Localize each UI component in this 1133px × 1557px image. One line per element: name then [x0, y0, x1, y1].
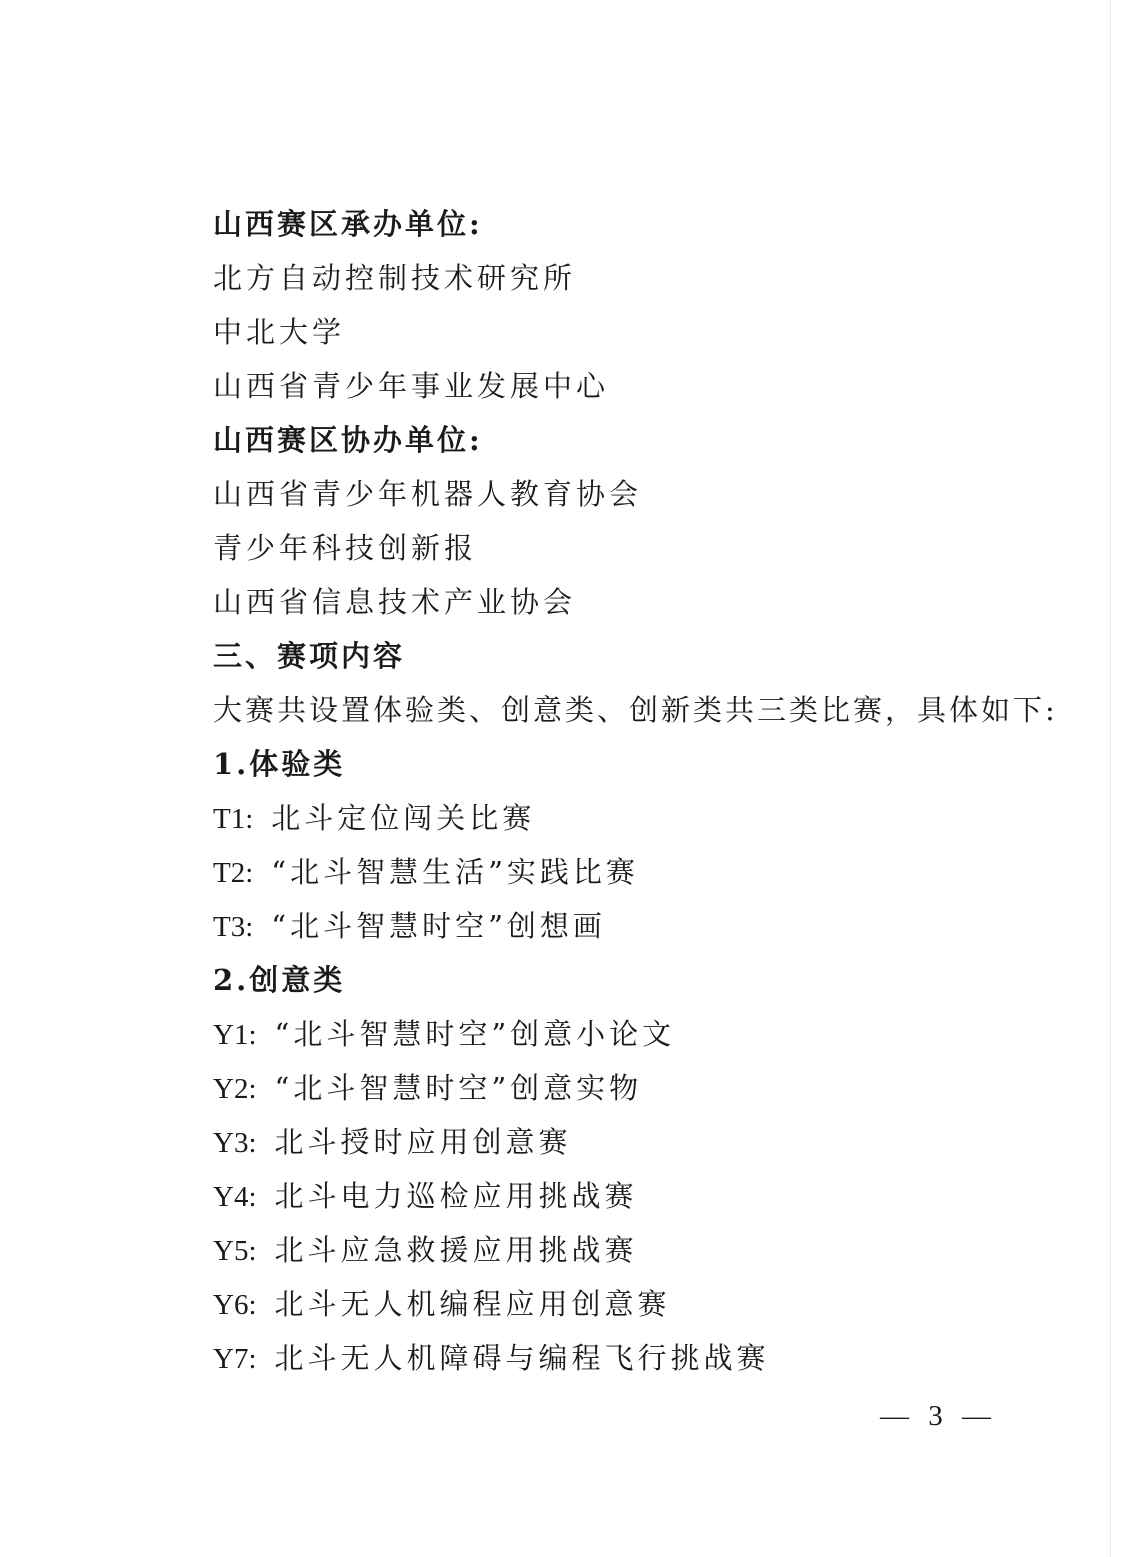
category2-heading: 2.创意类 — [213, 963, 346, 997]
content-intro: 大赛共设置体验类、创意类、创新类共三类比赛，具体如下: — [213, 693, 1058, 727]
content-heading: 三、赛项内容 — [213, 639, 406, 673]
item-name: 北斗定位闯关比赛 — [271, 801, 536, 835]
item-code: Y1: — [213, 1019, 257, 1051]
item-name: “北斗智慧生活”实践比赛 — [271, 855, 639, 889]
page-number: — 3 — — [880, 1400, 997, 1432]
item-code: Y4: — [213, 1181, 257, 1213]
list-item — [213, 1340, 770, 1377]
co-organizer-item: 青少年科技创新报 — [213, 531, 478, 565]
item-code: Y6: — [213, 1289, 257, 1321]
item-code: T2: — [213, 857, 254, 889]
page-edge — [1110, 0, 1111, 1557]
item-code: T3: — [213, 911, 254, 943]
list-item — [213, 1286, 671, 1323]
list-item — [213, 1178, 638, 1215]
item-name: 北斗无人机障碍与编程飞行挑战赛 — [274, 1341, 770, 1375]
host-item: 中北大学 — [213, 315, 346, 349]
list-item — [213, 1232, 638, 1269]
list-item — [213, 1070, 642, 1107]
host-heading: 山西赛区承办单位: — [213, 207, 483, 241]
item-name: “北斗智慧时空”创意小论文 — [274, 1017, 676, 1051]
item-code: Y3: — [213, 1127, 257, 1159]
item-code: Y7: — [213, 1343, 257, 1375]
list-item — [213, 800, 535, 837]
list-item — [213, 1124, 572, 1161]
item-code: T1: — [213, 803, 254, 835]
item-name: 北斗授时应用创意赛 — [274, 1125, 572, 1159]
list-item — [213, 1016, 675, 1053]
item-name: 北斗应急救援应用挑战赛 — [274, 1233, 638, 1267]
item-name: 北斗电力巡检应用挑战赛 — [274, 1179, 638, 1213]
host-item: 山西省青少年事业发展中心 — [213, 369, 610, 403]
co-organizer-item: 山西省信息技术产业协会 — [213, 585, 577, 619]
item-name: 北斗无人机编程应用创意赛 — [274, 1287, 671, 1321]
co-organizer-item: 山西省青少年机器人教育协会 — [213, 477, 643, 511]
co-organizer-heading: 山西赛区协办单位: — [213, 423, 483, 457]
host-item: 北方自动控制技术研究所 — [213, 261, 577, 295]
item-name: “北斗智慧时空”创想画 — [271, 909, 606, 943]
item-code: Y5: — [213, 1235, 257, 1267]
item-name: “北斗智慧时空”创意实物 — [274, 1071, 643, 1105]
category1-heading: 1.体验类 — [213, 747, 346, 781]
list-item — [213, 854, 639, 891]
item-code: Y2: — [213, 1073, 257, 1105]
list-item — [213, 908, 606, 945]
